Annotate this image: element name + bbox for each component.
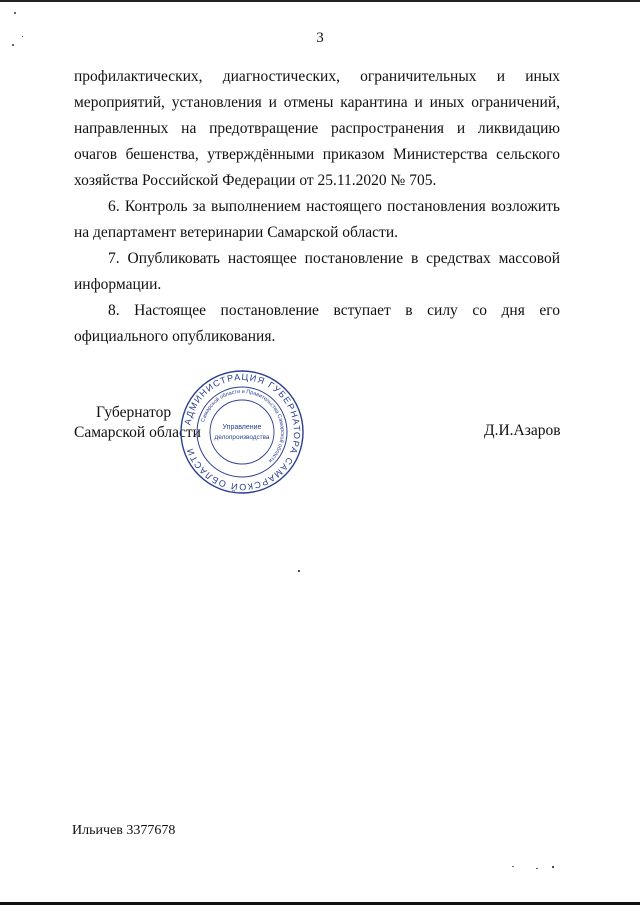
document-body (74, 64, 560, 350)
paragraph-item-7: 7. Опубликовать настоящее постановление в средствах массовой информации. (74, 250, 560, 293)
seal-inner-ring (210, 400, 274, 464)
scan-speck (552, 866, 554, 868)
executor-note: Ильичев 3377678 (72, 823, 176, 838)
scan-speck (22, 36, 23, 37)
signatory-name: Д.И.Азаров (484, 422, 561, 439)
scan-speck (536, 868, 538, 869)
scan-speck (14, 12, 16, 14)
scan-speck (12, 44, 14, 46)
official-seal-stamp (178, 368, 306, 496)
paragraph-item-8: 8. Настоящее постановление вступает в силу со дня его официального опубликования. (74, 302, 560, 345)
page-number: 3 (316, 30, 324, 46)
seal-center-line2: делопроизводства (214, 434, 270, 441)
seal-center-line1: Управление (222, 424, 262, 431)
paragraph-item-6: 6. Контроль за выполнением настоящего постановления возложить на департамент ветеринарии Самарской области. (74, 198, 560, 241)
seal-middle-ring (197, 387, 287, 477)
paragraph-continuation: профилактических, диагностических, ограничительных и иных мероприятий, установления и отмены карантина и иных ограничений, направленных на предотвращение распространения и ликвидацию очагов бешенства, утверждёнными приказом Министерства сельского хозяйства Российской Федерации от 25.11.2020 № 705. (74, 68, 560, 189)
scan-speck (512, 866, 514, 867)
seal-inner-text: Самарской области и Правительства Самарской области (200, 388, 286, 464)
seal-outer-text: АДМИНИСТРАЦИЯ ГУБЕРНАТОРА САМАРСКОЙ ОБЛАСТИ (182, 371, 303, 493)
scan-speck (298, 570, 300, 572)
signatory-title-line2: Самарской области (74, 424, 201, 441)
signatory-title-line1: Губернатор (96, 404, 172, 421)
top-scan-edge (0, 0, 640, 2)
